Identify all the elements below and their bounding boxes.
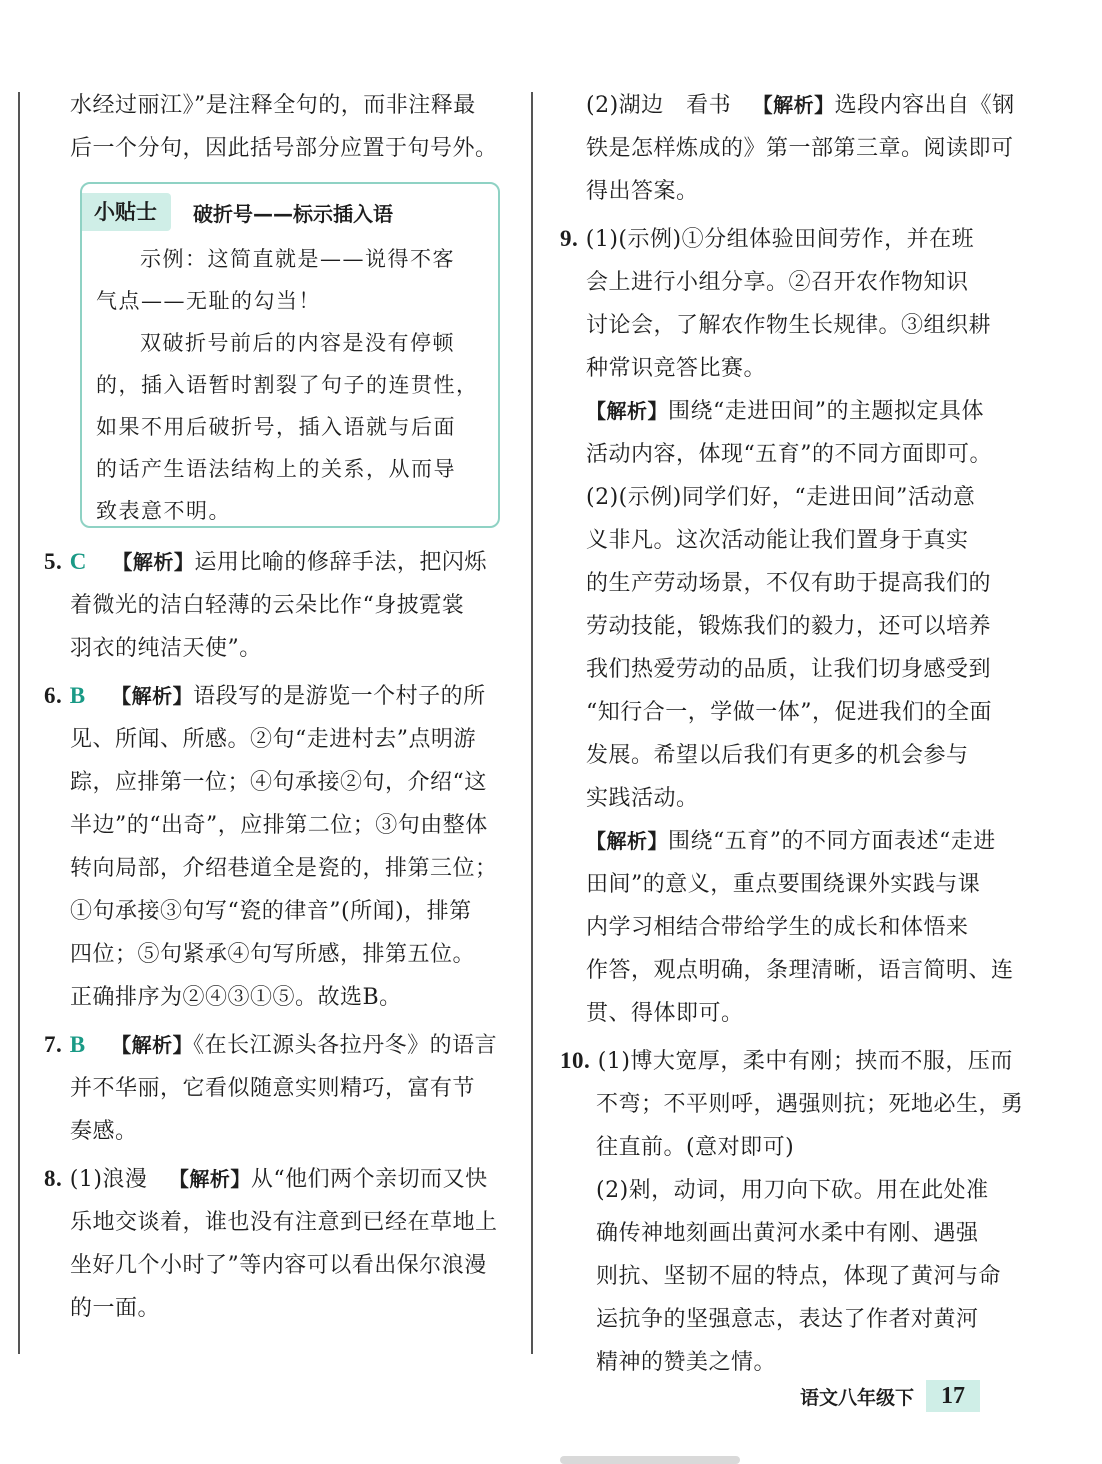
left-column — [70, 84, 510, 170]
analysis-tag: 【解析】 — [168, 1167, 251, 1191]
tip-line: 示例：这简直就是——说得不客 — [140, 247, 455, 271]
text-line: (2)剁，动词，用刀向下砍。用在此处准 — [596, 1178, 989, 1203]
text-line: 则抗、坚韧不屈的特点，体现了黄河与命 — [596, 1264, 1002, 1289]
text-line: 转向局部，介绍巷道全是瓷的，排第三位； — [70, 856, 498, 881]
question-number: 8. — [44, 1166, 63, 1191]
text-line: 水经过丽江》”是注释全句的，而非注释最 — [70, 93, 476, 118]
text-line: 不弯；不平则呼，遇强则抗；死地必生，勇 — [596, 1092, 1024, 1117]
tip-line: 气点——无耻的勾当！ — [96, 289, 321, 313]
text-line: 乐地交谈着，谁也没有注意到已经在草地上 — [70, 1210, 498, 1235]
text-line: 羽衣的纯洁天使”。 — [70, 636, 262, 661]
text-line: 田间”的意义，重点要围绕课外实践与课 — [586, 872, 981, 897]
tip-line: 的，插入语暂时割裂了句子的连贯性， — [96, 373, 479, 397]
text-line: ①句承接③句写“瓷的律音”(所闻)，排第 — [70, 899, 472, 924]
question-number: 7. — [44, 1032, 63, 1057]
text-line: 着微光的洁白轻薄的云朵比作“身披霓裳 — [70, 593, 465, 618]
text-line: 我们热爱劳动的品质，让我们切身感受到 — [586, 657, 992, 682]
text-line: 围绕“走进田间”的主题拟定具体 — [668, 399, 984, 424]
text-line: 得出答案。 — [586, 179, 699, 204]
analysis-first-line — [560, 820, 1020, 863]
text-line: 坐好几个小时了”等内容可以看出保尔浪漫 — [70, 1253, 487, 1278]
text-line: 奏感。 — [70, 1119, 138, 1144]
subject-label: 语文八年级下 — [800, 1386, 915, 1409]
q8-part2-first-line — [560, 84, 1020, 127]
analysis-tag: 【解析】 — [112, 550, 195, 574]
page-number: 17 — [926, 1380, 980, 1412]
answer-letter: B — [69, 1032, 86, 1057]
answer-letter: B — [69, 683, 86, 708]
tip-line: 的话产生语法结构上的关系，从而导 — [96, 457, 456, 481]
text-line: 活动内容，体现“五育”的不同方面即可。 — [586, 442, 992, 467]
tip-line: 双破折号前后的内容是没有停顿 — [140, 331, 455, 355]
text-line: 踪，应排第一位；④句承接②句，介绍“这 — [70, 770, 487, 795]
text-line: 往直前。(意对即可) — [596, 1135, 795, 1160]
text-line: 的生产劳动场景，不仅有助于提高我们的 — [586, 571, 992, 596]
tip-line: 如果不用后破折号，插入语就与后面 — [96, 415, 456, 439]
tip-body — [96, 238, 492, 532]
answer-text: (1)浪漫 — [69, 1167, 148, 1192]
text-line: 运用比喻的修辞手法，把闪烁 — [194, 550, 487, 575]
tip-line: 致表意不明。 — [96, 499, 231, 523]
text-line: (1)(示例)①分组体验田间劳作，并在班 — [585, 227, 975, 252]
analysis-tag: 【解析】 — [586, 829, 668, 853]
text-line: 精神的赞美之情。 — [596, 1350, 777, 1375]
text-line: 后一个分句，因此括号部分应置于句号外。 — [70, 136, 498, 161]
answer-letter: C — [69, 549, 87, 574]
page-footer — [800, 1380, 980, 1412]
tip-title: 破折号——标示插入语 — [193, 201, 393, 226]
q9-first-line — [560, 217, 1020, 261]
scan-mark — [560, 1456, 740, 1464]
text-line: 选段内容出自《钢 — [834, 93, 1015, 118]
text-line: 正确排序为②④③①⑤。故选B。 — [70, 985, 402, 1010]
q7-first-line — [44, 1023, 514, 1067]
text-line: 讨论会，了解农作物生长规律。③组织耕 — [586, 313, 992, 338]
text-line: 贯、得体即可。 — [586, 1001, 744, 1026]
text-line: 《在长江源头各拉丹冬》的语言 — [193, 1033, 498, 1058]
text-line: (1)博大宽厚，柔中有刚；挟而不服，压而 — [597, 1049, 1013, 1074]
text-line: 确传神地刻画出黄河水柔中有刚、遇强 — [596, 1221, 979, 1246]
text-line: “知行合一，学做一体”，促进我们的全面 — [586, 700, 992, 725]
question-number: 5. — [44, 549, 63, 574]
text-line: 作答，观点明确，条理清晰，语言简明、连 — [586, 958, 1014, 983]
question-number: 6. — [44, 683, 63, 708]
tip-label: 小贴士 — [82, 193, 171, 231]
text-line: 运抗争的坚强意志，表达了作者对黄河 — [596, 1307, 979, 1332]
analysis-tag: 【解析】 — [111, 684, 194, 708]
left-answers — [44, 540, 514, 1330]
text-line: 见、所闻、所感。②句“走进村去”点明游 — [70, 727, 476, 752]
text-line: 劳动技能，锻炼我们的毅力，还可以培养 — [586, 614, 992, 639]
text-line: 半边”的“出奇”，应排第二位；③句由整体 — [70, 813, 488, 838]
q10-first-line — [560, 1039, 1020, 1083]
text-line: 的一面。 — [70, 1296, 161, 1321]
tip-header — [82, 192, 393, 232]
text-line: 发展。希望以后我们有更多的机会参与 — [586, 743, 969, 768]
text-line: 义非凡。这次活动能让我们置身于真实 — [586, 528, 969, 553]
q6-first-line — [44, 674, 514, 718]
text-line: 并不华丽，它看似随意实则精巧，富有节 — [70, 1076, 476, 1101]
question-number: 10. — [560, 1048, 591, 1073]
analysis-tag: 【解析】 — [752, 93, 835, 117]
q8-first-line — [44, 1157, 514, 1201]
right-column — [560, 84, 1024, 1384]
text-line: 围绕“五育”的不同方面表述“走进 — [668, 829, 996, 854]
analysis-first-line — [560, 390, 1020, 433]
text-line: 实践活动。 — [586, 786, 699, 811]
tip-box — [80, 182, 500, 528]
text-line: 从“他们两个亲切而又快 — [250, 1167, 488, 1192]
text-line: 种常识竞答比赛。 — [586, 356, 767, 381]
answer-text: (2)湖边 看书 — [586, 93, 732, 118]
text-line: 语段写的是游览一个村子的所 — [193, 684, 486, 709]
text-line: (2)(示例)同学们好，“走进田间”活动意 — [586, 485, 976, 510]
q5-first-line — [44, 540, 514, 584]
analysis-tag: 【解析】 — [586, 399, 668, 423]
question-number: 9. — [560, 226, 579, 251]
text-line: 四位；⑤句紧承④句写所感，排第五位。 — [70, 942, 476, 967]
text-line: 内学习相结合带给学生的成长和体悟来 — [586, 915, 969, 940]
text-line: 铁是怎样炼成的》第一部第三章。阅读即可 — [586, 136, 1014, 161]
text-line: 会上进行小组分享。②召开农作物知识 — [586, 270, 969, 295]
analysis-tag: 【解析】 — [111, 1033, 194, 1057]
column-divider — [531, 92, 533, 1354]
left-margin-rule — [18, 92, 20, 1354]
